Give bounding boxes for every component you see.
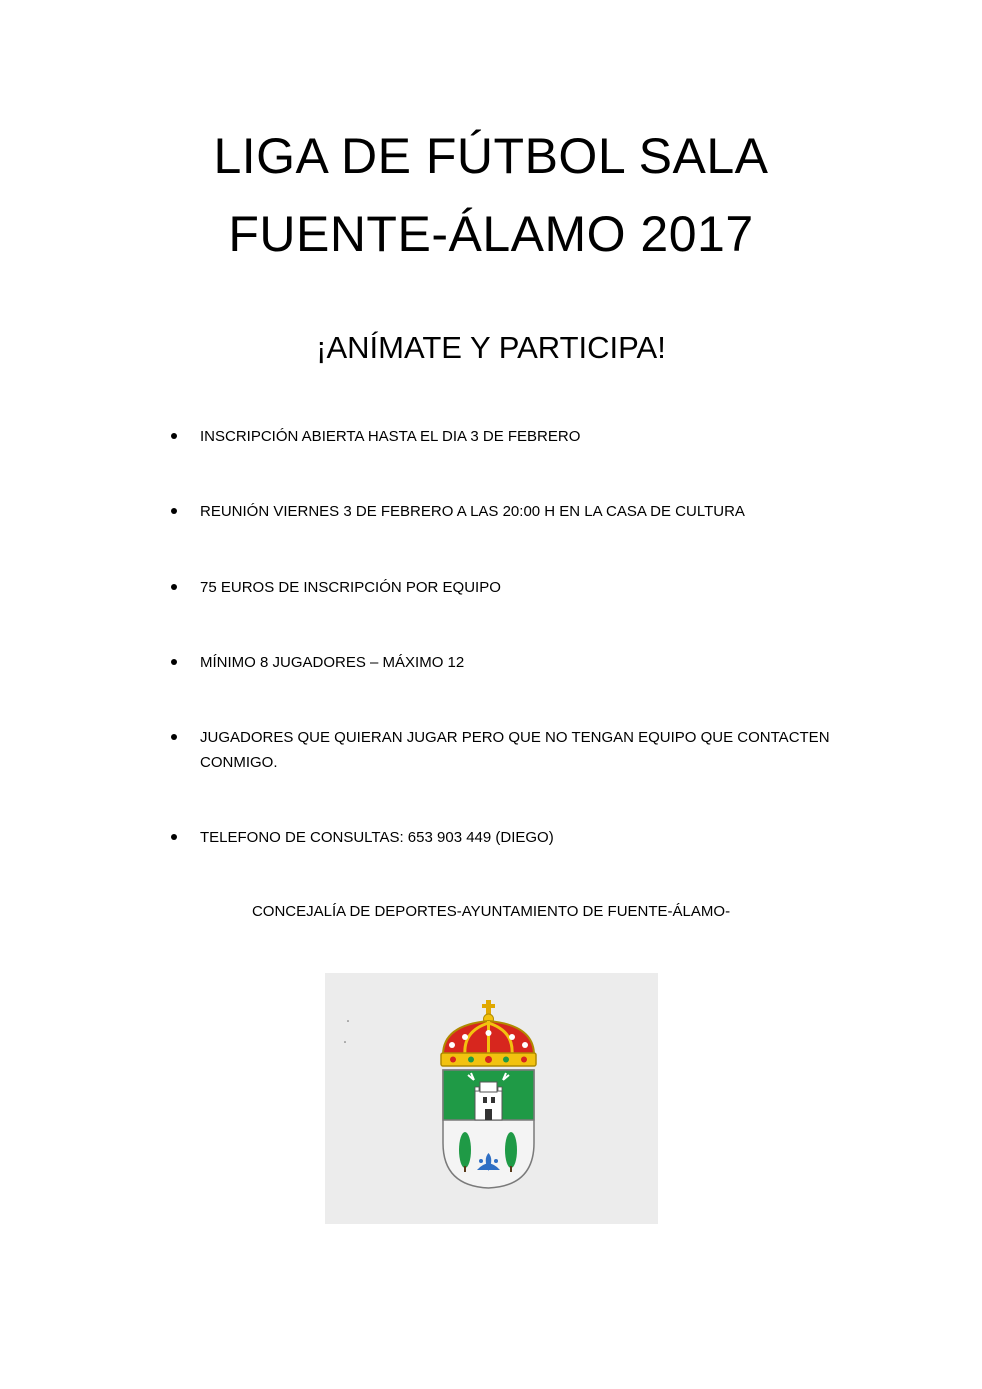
footer-credit: CONCEJALÍA DE DEPORTES-AYUNTAMIENTO DE FUENTE-ÁLAMO- xyxy=(251,903,731,920)
bullet-icon xyxy=(171,508,177,514)
coat-of-arms-icon xyxy=(325,973,658,1224)
list-item-text: 75 EUROS DE INSCRIPCIÓN POR EQUIPO xyxy=(200,579,501,596)
list-item-text: MÍNIMO 8 JUGADORES – MÁXIMO 12 xyxy=(200,654,465,671)
bullet-icon xyxy=(171,433,177,439)
bullet-icon xyxy=(171,734,177,740)
list-item-text: REUNIÓN VIERNES 3 DE FEBRERO A LAS 20:00 H EN LA CASA DE CULTURA xyxy=(200,503,745,520)
page-title-line-2: FUENTE-ÁLAMO 2017 xyxy=(228,206,754,262)
list-item-text: TELEFONO DE CONSULTAS: 653 903 449 (DIEGO) xyxy=(200,829,554,846)
crest-image xyxy=(325,973,658,1224)
subtitle: ¡ANÍMATE Y PARTICIPA! xyxy=(316,330,666,365)
bullet-icon xyxy=(171,584,177,590)
page-title-line-1: LIGA DE FÚTBOL SALA xyxy=(213,128,769,184)
list-item-text: INSCRIPCIÓN ABIERTA HASTA EL DIA 3 DE FEBRERO xyxy=(200,428,581,445)
bullet-icon xyxy=(171,834,177,840)
list-item-text: JUGADORES QUE QUIERAN JUGAR PERO QUE NO TENGAN EQUIPO QUE CONTACTEN CONMIGO. xyxy=(200,729,830,771)
bullet-icon xyxy=(171,659,177,665)
